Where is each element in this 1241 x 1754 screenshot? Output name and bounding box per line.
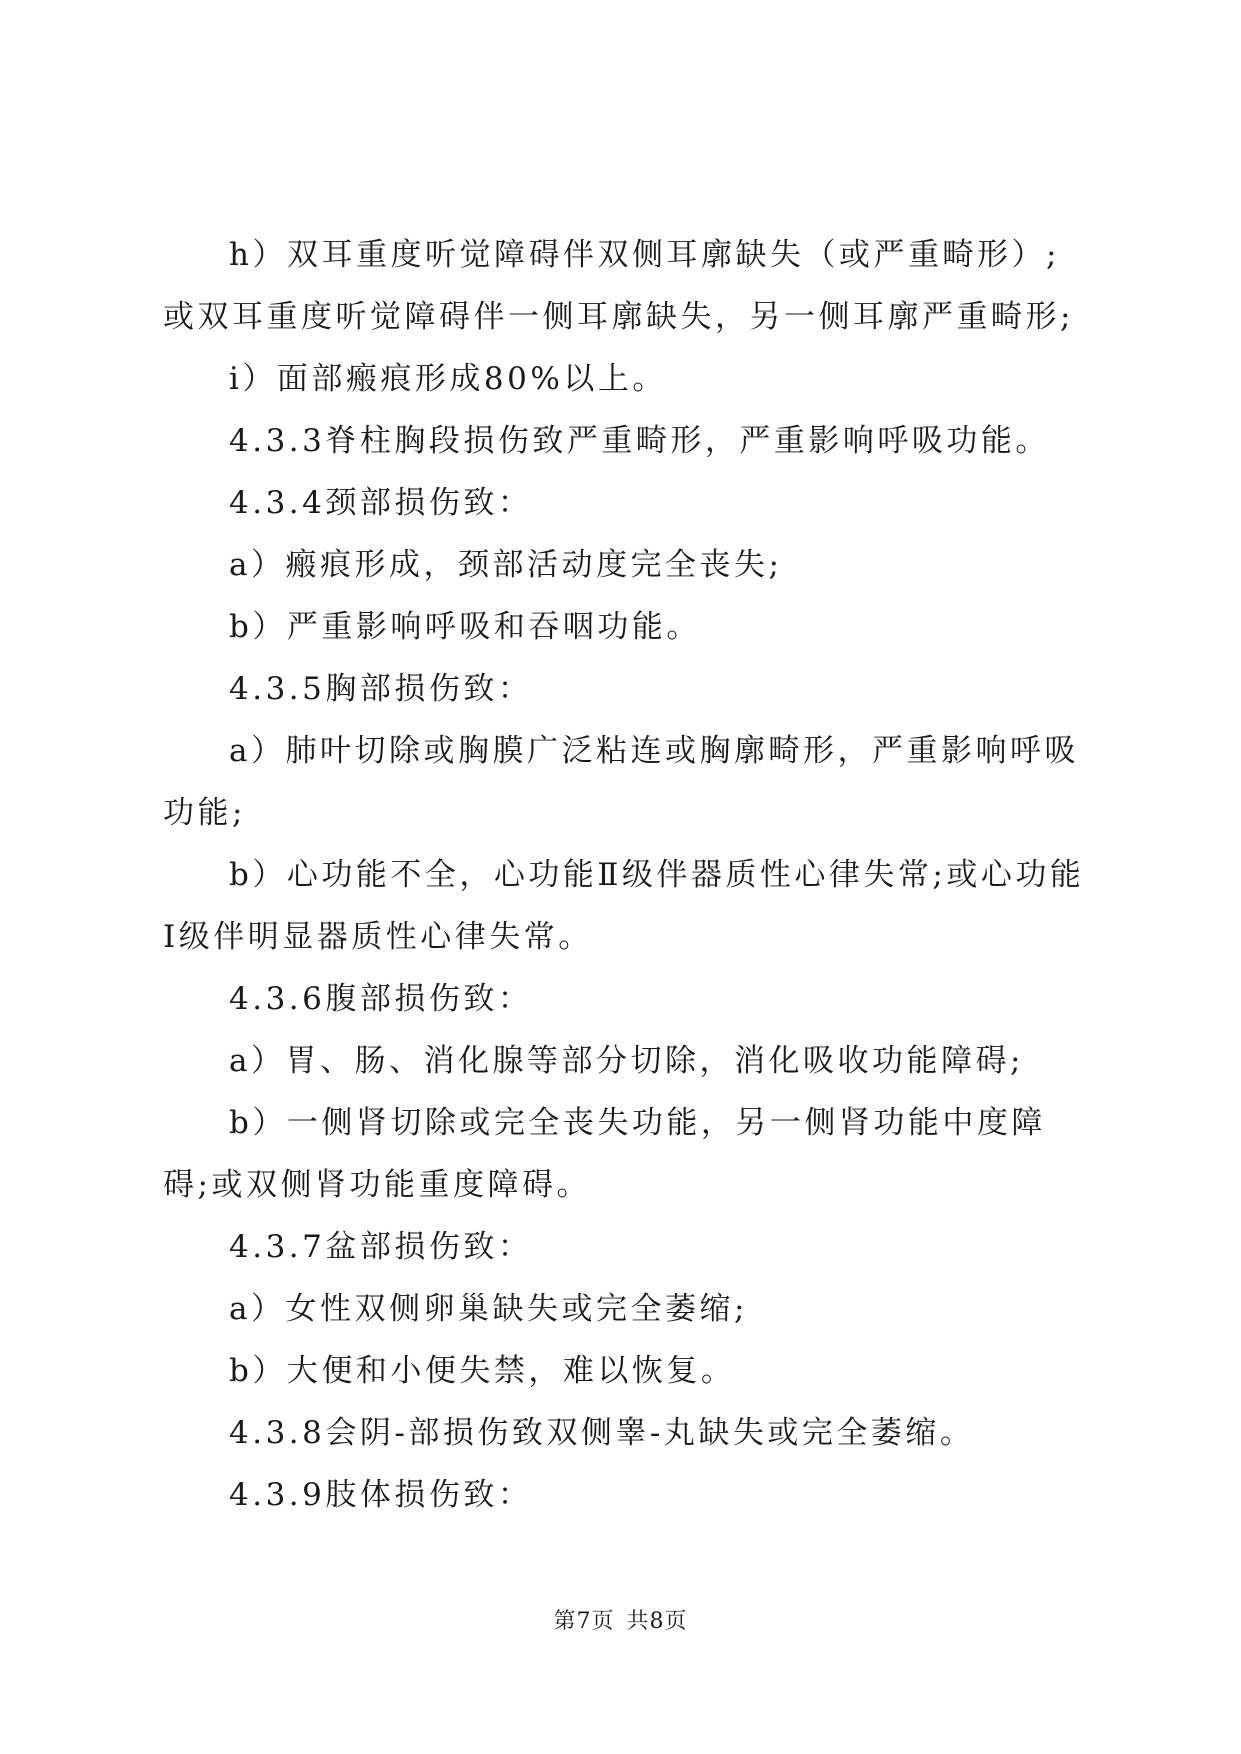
- paragraph-4-3-6-b: b）一侧肾切除或完全丧失功能，另一侧肾功能中度障碍;或双侧肾功能重度障碍。: [163, 1105, 1046, 1203]
- page-total: 共8页: [626, 1609, 688, 1634]
- paragraph-4-3-7: 4.3.7盆部损伤致：: [229, 1229, 533, 1265]
- paragraph-4-3-4: 4.3.4颈部损伤致：: [229, 485, 533, 521]
- paragraph-4-3-5: 4.3.5胸部损伤致：: [229, 671, 533, 707]
- paragraph-4-3-6-a: a）胃、肠、消化腺等部分切除，消化吸收功能障碍;: [229, 1043, 1024, 1079]
- document-body: [163, 224, 1088, 1526]
- paragraph-4-3-4-b: b）严重影响呼吸和吞咽功能。: [229, 609, 701, 645]
- paragraph-4-3-7-a: a）女性双侧卵巢缺失或完全萎缩;: [229, 1291, 748, 1327]
- paragraph-4-3-8: 4.3.8会阴-部损伤致双侧睾-丸缺失或完全萎缩。: [229, 1415, 975, 1451]
- paragraph-4-3-4-a: a）瘢痕形成，颈部活动度完全丧失;: [229, 547, 783, 583]
- paragraph-4-3-5-a: a）肺叶切除或胸膜广泛粘连或胸廓畸形，严重影响呼吸功能;: [163, 733, 1079, 831]
- paragraph-i: i）面部瘢痕形成80%以上。: [229, 361, 667, 397]
- paragraph-4-3-3: 4.3.3脊柱胸段损伤致严重畸形，严重影响呼吸功能。: [229, 423, 1050, 459]
- paragraph-4-3-7-b: b）大便和小便失禁，难以恢复。: [229, 1353, 736, 1389]
- page-number: 第7页: [553, 1609, 615, 1634]
- paragraph-4-3-9: 4.3.9肢体损伤致：: [229, 1477, 533, 1513]
- paragraph-4-3-6: 4.3.6腹部损伤致：: [229, 981, 533, 1017]
- paragraph-h: h）双耳重度听觉障碍伴双侧耳廓缺失（或严重畸形）;或双耳重度听觉障碍伴一侧耳廓缺失，另一侧耳廓严重畸形;: [163, 237, 1074, 335]
- paragraph-4-3-5-b: b）心功能不全，心功能Ⅱ级伴器质性心律失常;或心功能Ⅰ级伴明显器质性心律失常。: [163, 857, 1085, 955]
- page-footer: [0, 1608, 1241, 1636]
